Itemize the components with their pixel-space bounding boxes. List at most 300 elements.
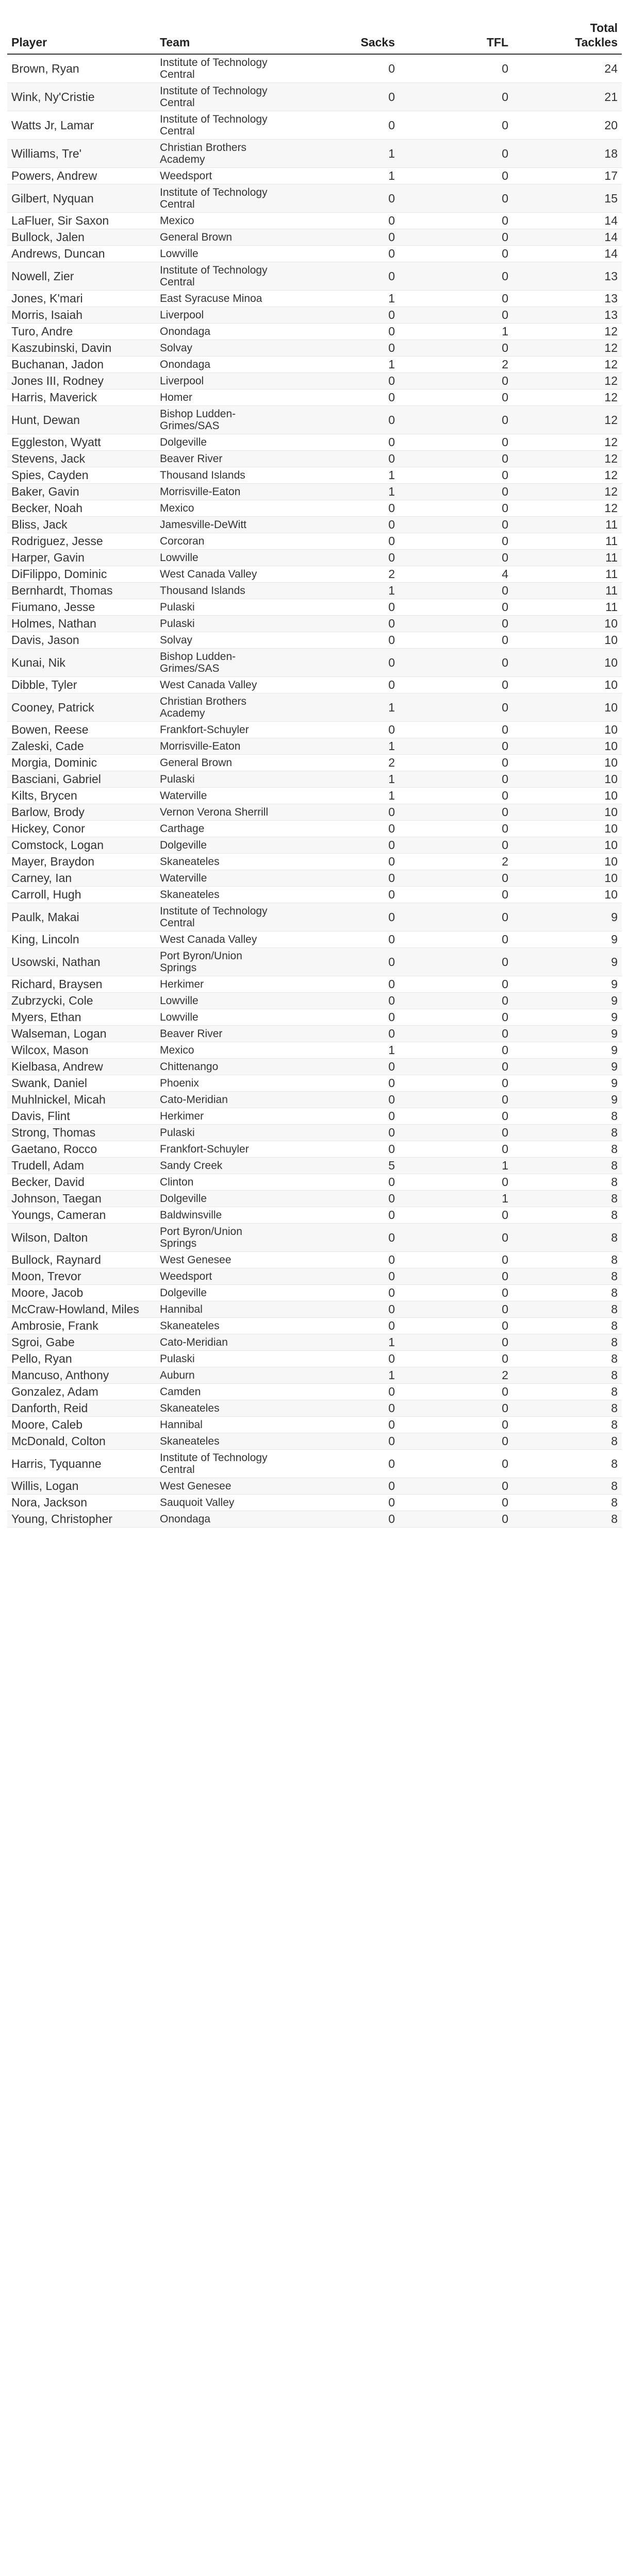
cell-player: Hickey, Conor <box>7 821 156 837</box>
header-total-tackles[interactable] <box>512 15 622 54</box>
cell-sacks: 1 <box>286 693 399 722</box>
cell-sacks: 1 <box>286 484 399 500</box>
cell-player: Rodriguez, Jesse <box>7 533 156 550</box>
cell-player: Carroll, Hugh <box>7 887 156 903</box>
table-row <box>7 373 622 389</box>
table-row <box>7 451 622 467</box>
cell-player: Eggleston, Wyatt <box>7 434 156 451</box>
cell-team: Liverpool <box>156 373 286 389</box>
cell-tfl: 0 <box>399 1417 512 1433</box>
cell-sacks: 0 <box>286 111 399 140</box>
cell-tfl: 0 <box>399 771 512 788</box>
cell-tfl: 0 <box>399 1478 512 1495</box>
table-row <box>7 1318 622 1334</box>
table-row <box>7 1191 622 1207</box>
cell-total-tackles: 8 <box>512 1224 622 1252</box>
cell-player: Zaleski, Cade <box>7 738 156 755</box>
cell-team: Hannibal <box>156 1417 286 1433</box>
cell-tfl: 0 <box>399 632 512 649</box>
cell-team: Bishop Ludden-Grimes/SAS <box>156 649 286 677</box>
cell-total-tackles: 20 <box>512 111 622 140</box>
cell-player: Gonzalez, Adam <box>7 1384 156 1400</box>
cell-sacks: 0 <box>286 1141 399 1158</box>
cell-player: Basciani, Gabriel <box>7 771 156 788</box>
cell-team: Skaneateles <box>156 854 286 870</box>
cell-team: Lowville <box>156 550 286 566</box>
cell-sacks: 0 <box>286 262 399 291</box>
cell-team: Skaneateles <box>156 1318 286 1334</box>
cell-tfl: 0 <box>399 1384 512 1400</box>
cell-tfl: 0 <box>399 1075 512 1092</box>
cell-tfl: 0 <box>399 451 512 467</box>
cell-player: Paulk, Makai <box>7 903 156 931</box>
table-row <box>7 213 622 229</box>
cell-tfl: 0 <box>399 649 512 677</box>
cell-player: Comstock, Logan <box>7 837 156 854</box>
cell-player: Holmes, Nathan <box>7 616 156 632</box>
cell-player: Morris, Isaiah <box>7 307 156 324</box>
cell-player: Harris, Tyquanne <box>7 1450 156 1478</box>
cell-tfl: 0 <box>399 1026 512 1042</box>
table-row <box>7 229 622 246</box>
cell-sacks: 0 <box>286 948 399 976</box>
cell-player: Wink, Ny'Cristie <box>7 83 156 111</box>
cell-total-tackles: 8 <box>512 1367 622 1384</box>
cell-sacks: 1 <box>286 738 399 755</box>
table-row <box>7 993 622 1009</box>
cell-player: Wilson, Dalton <box>7 1224 156 1252</box>
cell-player: LaFluer, Sir Saxon <box>7 213 156 229</box>
cell-tfl: 0 <box>399 1009 512 1026</box>
cell-total-tackles: 12 <box>512 451 622 467</box>
cell-total-tackles: 9 <box>512 1075 622 1092</box>
cell-total-tackles: 9 <box>512 1042 622 1059</box>
cell-player: Young, Christopher <box>7 1511 156 1528</box>
header-player[interactable]: Player <box>7 15 156 54</box>
cell-tfl: 0 <box>399 307 512 324</box>
table-row <box>7 1009 622 1026</box>
cell-sacks: 1 <box>286 140 399 168</box>
header-team[interactable]: Team <box>156 15 286 54</box>
cell-tfl: 0 <box>399 262 512 291</box>
table-row <box>7 340 622 357</box>
cell-team: Mexico <box>156 500 286 517</box>
cell-team: Dolgeville <box>156 1285 286 1301</box>
cell-tfl: 0 <box>399 389 512 406</box>
cell-player: Becker, Noah <box>7 500 156 517</box>
cell-team: Port Byron/Union Springs <box>156 1224 286 1252</box>
cell-tfl: 0 <box>399 291 512 307</box>
cell-total-tackles: 10 <box>512 649 622 677</box>
cell-team: Onondaga <box>156 1511 286 1528</box>
cell-total-tackles: 13 <box>512 262 622 291</box>
cell-tfl: 0 <box>399 1511 512 1528</box>
cell-tfl: 0 <box>399 1400 512 1417</box>
cell-total-tackles: 10 <box>512 821 622 837</box>
cell-tfl: 0 <box>399 821 512 837</box>
table-row <box>7 262 622 291</box>
cell-team: Onondaga <box>156 324 286 340</box>
cell-tfl: 0 <box>399 467 512 484</box>
cell-tfl: 0 <box>399 804 512 821</box>
cell-team: Pulaski <box>156 1351 286 1367</box>
table-row <box>7 550 622 566</box>
table-row <box>7 1478 622 1495</box>
cell-team: General Brown <box>156 755 286 771</box>
cell-sacks: 0 <box>286 1174 399 1191</box>
cell-sacks: 0 <box>286 1224 399 1252</box>
table-row <box>7 1268 622 1285</box>
table-row <box>7 693 622 722</box>
cell-sacks: 0 <box>286 340 399 357</box>
cell-player: Powers, Andrew <box>7 168 156 184</box>
cell-total-tackles: 10 <box>512 616 622 632</box>
table-row <box>7 1207 622 1224</box>
table-row <box>7 1417 622 1433</box>
table-row <box>7 500 622 517</box>
cell-sacks: 0 <box>286 1495 399 1511</box>
cell-total-tackles: 11 <box>512 550 622 566</box>
cell-sacks: 0 <box>286 83 399 111</box>
cell-team: Waterville <box>156 870 286 887</box>
cell-team: Morrisville-Eaton <box>156 738 286 755</box>
cell-team: Sandy Creek <box>156 1158 286 1174</box>
cell-tfl: 0 <box>399 1433 512 1450</box>
cell-tfl: 0 <box>399 931 512 948</box>
table-row <box>7 83 622 111</box>
cell-team: Institute of Technology Central <box>156 903 286 931</box>
cell-tfl: 0 <box>399 1042 512 1059</box>
cell-total-tackles: 12 <box>512 357 622 373</box>
cell-player: Kilts, Brycen <box>7 788 156 804</box>
cell-tfl: 0 <box>399 533 512 550</box>
table-row <box>7 583 622 599</box>
cell-total-tackles: 10 <box>512 870 622 887</box>
cell-tfl: 0 <box>399 184 512 213</box>
cell-team: Dolgeville <box>156 1191 286 1207</box>
cell-tfl: 0 <box>399 373 512 389</box>
cell-player: Bernhardt, Thomas <box>7 583 156 599</box>
cell-total-tackles: 9 <box>512 903 622 931</box>
cell-player: Bliss, Jack <box>7 517 156 533</box>
cell-sacks: 0 <box>286 616 399 632</box>
cell-sacks: 0 <box>286 307 399 324</box>
cell-sacks: 0 <box>286 837 399 854</box>
cell-sacks: 0 <box>286 1108 399 1125</box>
cell-team: Pulaski <box>156 599 286 616</box>
cell-sacks: 1 <box>286 291 399 307</box>
cell-player: Harper, Gavin <box>7 550 156 566</box>
cell-team: Beaver River <box>156 1026 286 1042</box>
table-row <box>7 1351 622 1367</box>
cell-team: Onondaga <box>156 357 286 373</box>
table-row <box>7 1301 622 1318</box>
cell-tfl: 1 <box>399 1191 512 1207</box>
cell-team: Dolgeville <box>156 434 286 451</box>
cell-tfl: 0 <box>399 550 512 566</box>
cell-total-tackles: 12 <box>512 340 622 357</box>
cell-tfl: 4 <box>399 566 512 583</box>
cell-team: Frankfort-Schuyler <box>156 722 286 738</box>
cell-sacks: 0 <box>286 229 399 246</box>
cell-team: Mexico <box>156 213 286 229</box>
cell-sacks: 0 <box>286 1075 399 1092</box>
cell-sacks: 0 <box>286 677 399 693</box>
cell-player: Turo, Andre <box>7 324 156 340</box>
cell-player: Moore, Jacob <box>7 1285 156 1301</box>
cell-team: Liverpool <box>156 307 286 324</box>
cell-team: Weedsport <box>156 168 286 184</box>
cell-total-tackles: 12 <box>512 406 622 434</box>
cell-team: Hannibal <box>156 1301 286 1318</box>
cell-sacks: 0 <box>286 821 399 837</box>
cell-player: Wilcox, Mason <box>7 1042 156 1059</box>
cell-total-tackles: 12 <box>512 467 622 484</box>
cell-team: Thousand Islands <box>156 583 286 599</box>
cell-player: Willis, Logan <box>7 1478 156 1495</box>
table-row <box>7 357 622 373</box>
cell-sacks: 0 <box>286 887 399 903</box>
cell-sacks: 0 <box>286 1059 399 1075</box>
cell-sacks: 0 <box>286 1450 399 1478</box>
cell-total-tackles: 21 <box>512 83 622 111</box>
table-row <box>7 1450 622 1478</box>
cell-sacks: 0 <box>286 451 399 467</box>
cell-player: Stevens, Jack <box>7 451 156 467</box>
cell-total-tackles: 10 <box>512 755 622 771</box>
table-row <box>7 1367 622 1384</box>
cell-total-tackles: 8 <box>512 1400 622 1417</box>
cell-total-tackles: 9 <box>512 1026 622 1042</box>
cell-total-tackles: 11 <box>512 583 622 599</box>
cell-tfl: 0 <box>399 1108 512 1125</box>
cell-total-tackles: 8 <box>512 1318 622 1334</box>
cell-total-tackles: 12 <box>512 500 622 517</box>
cell-sacks: 0 <box>286 1478 399 1495</box>
table-row <box>7 533 622 550</box>
table-row <box>7 1384 622 1400</box>
table-row <box>7 1334 622 1351</box>
cell-player: Strong, Thomas <box>7 1125 156 1141</box>
cell-sacks: 0 <box>286 406 399 434</box>
table-row <box>7 1092 622 1108</box>
cell-sacks: 0 <box>286 649 399 677</box>
cell-total-tackles: 8 <box>512 1351 622 1367</box>
table-row <box>7 1075 622 1092</box>
cell-tfl: 0 <box>399 500 512 517</box>
table-row <box>7 467 622 484</box>
cell-total-tackles: 10 <box>512 738 622 755</box>
cell-sacks: 1 <box>286 168 399 184</box>
cell-team: Thousand Islands <box>156 467 286 484</box>
cell-tfl: 0 <box>399 583 512 599</box>
cell-team: West Canada Valley <box>156 677 286 693</box>
cell-total-tackles: 8 <box>512 1417 622 1433</box>
cell-tfl: 0 <box>399 755 512 771</box>
cell-tfl: 0 <box>399 140 512 168</box>
cell-sacks: 1 <box>286 1367 399 1384</box>
cell-sacks: 0 <box>286 804 399 821</box>
cell-sacks: 0 <box>286 1252 399 1268</box>
cell-tfl: 2 <box>399 854 512 870</box>
cell-team: Skaneateles <box>156 887 286 903</box>
cell-total-tackles: 8 <box>512 1495 622 1511</box>
cell-team: Phoenix <box>156 1075 286 1092</box>
cell-player: Walseman, Logan <box>7 1026 156 1042</box>
cell-team: Skaneateles <box>156 1400 286 1417</box>
cell-sacks: 0 <box>286 213 399 229</box>
cell-player: Watts Jr, Lamar <box>7 111 156 140</box>
cell-player: Carney, Ian <box>7 870 156 887</box>
cell-player: Nowell, Zier <box>7 262 156 291</box>
cell-tfl: 0 <box>399 1224 512 1252</box>
cell-player: Hunt, Dewan <box>7 406 156 434</box>
cell-tfl: 0 <box>399 788 512 804</box>
table-row <box>7 1224 622 1252</box>
header-sacks[interactable]: Sacks <box>286 15 399 54</box>
cell-tfl: 0 <box>399 976 512 993</box>
cell-total-tackles: 10 <box>512 887 622 903</box>
cell-team: Frankfort-Schuyler <box>156 1141 286 1158</box>
table-row <box>7 755 622 771</box>
cell-player: Gaetano, Rocco <box>7 1141 156 1158</box>
cell-player: Cooney, Patrick <box>7 693 156 722</box>
cell-sacks: 0 <box>286 550 399 566</box>
cell-sacks: 0 <box>286 1301 399 1318</box>
cell-player: Mayer, Braydon <box>7 854 156 870</box>
table-row <box>7 948 622 976</box>
cell-total-tackles: 9 <box>512 948 622 976</box>
cell-player: Jones, K'mari <box>7 291 156 307</box>
cell-total-tackles: 10 <box>512 837 622 854</box>
cell-total-tackles: 8 <box>512 1384 622 1400</box>
cell-sacks: 0 <box>286 373 399 389</box>
cell-tfl: 0 <box>399 948 512 976</box>
cell-team: Institute of Technology Central <box>156 54 286 83</box>
table-row <box>7 854 622 870</box>
cell-sacks: 0 <box>286 632 399 649</box>
cell-total-tackles: 8 <box>512 1285 622 1301</box>
cell-total-tackles: 8 <box>512 1433 622 1450</box>
cell-player: Trudell, Adam <box>7 1158 156 1174</box>
table-body <box>7 54 622 1528</box>
cell-player: Fiumano, Jesse <box>7 599 156 616</box>
cell-total-tackles: 14 <box>512 213 622 229</box>
cell-team: Weedsport <box>156 1268 286 1285</box>
table-row <box>7 804 622 821</box>
header-tfl[interactable]: TFL <box>399 15 512 54</box>
cell-total-tackles: 15 <box>512 184 622 213</box>
cell-tfl: 0 <box>399 246 512 262</box>
cell-player: Moore, Caleb <box>7 1417 156 1433</box>
cell-player: Bullock, Jalen <box>7 229 156 246</box>
cell-tfl: 0 <box>399 1252 512 1268</box>
cell-total-tackles: 9 <box>512 1092 622 1108</box>
cell-total-tackles: 11 <box>512 599 622 616</box>
cell-team: Auburn <box>156 1367 286 1384</box>
cell-total-tackles: 8 <box>512 1252 622 1268</box>
cell-tfl: 0 <box>399 434 512 451</box>
table-row <box>7 722 622 738</box>
table-row <box>7 738 622 755</box>
cell-sacks: 0 <box>286 533 399 550</box>
table-row <box>7 931 622 948</box>
cell-tfl: 0 <box>399 887 512 903</box>
table-row <box>7 870 622 887</box>
cell-total-tackles: 12 <box>512 484 622 500</box>
cell-tfl: 0 <box>399 693 512 722</box>
cell-tfl: 0 <box>399 993 512 1009</box>
cell-team: Institute of Technology Central <box>156 83 286 111</box>
cell-sacks: 0 <box>286 517 399 533</box>
cell-player: Barlow, Brody <box>7 804 156 821</box>
cell-total-tackles: 10 <box>512 722 622 738</box>
cell-sacks: 0 <box>286 1268 399 1285</box>
table-row <box>7 168 622 184</box>
cell-player: Richard, Braysen <box>7 976 156 993</box>
table-row <box>7 1400 622 1417</box>
cell-tfl: 0 <box>399 54 512 83</box>
cell-total-tackles: 11 <box>512 517 622 533</box>
cell-tfl: 0 <box>399 870 512 887</box>
table-row <box>7 1285 622 1301</box>
cell-player: Ambrosie, Frank <box>7 1318 156 1334</box>
table-row <box>7 517 622 533</box>
cell-team: Cato-Meridian <box>156 1092 286 1108</box>
cell-total-tackles: 10 <box>512 804 622 821</box>
cell-sacks: 0 <box>286 1384 399 1400</box>
cell-player: Danforth, Reid <box>7 1400 156 1417</box>
table-row <box>7 1059 622 1075</box>
cell-team: Chittenango <box>156 1059 286 1075</box>
cell-team: Skaneateles <box>156 1433 286 1450</box>
cell-total-tackles: 9 <box>512 1009 622 1026</box>
cell-sacks: 0 <box>286 976 399 993</box>
cell-team: Pulaski <box>156 616 286 632</box>
cell-team: Lowville <box>156 1009 286 1026</box>
table-row <box>7 184 622 213</box>
cell-total-tackles: 24 <box>512 54 622 83</box>
cell-sacks: 1 <box>286 357 399 373</box>
cell-team: West Canada Valley <box>156 931 286 948</box>
cell-tfl: 0 <box>399 1285 512 1301</box>
cell-team: Waterville <box>156 788 286 804</box>
cell-sacks: 1 <box>286 771 399 788</box>
cell-tfl: 0 <box>399 599 512 616</box>
cell-team: Christian Brothers Academy <box>156 693 286 722</box>
cell-tfl: 0 <box>399 1125 512 1141</box>
table-row <box>7 389 622 406</box>
cell-team: Christian Brothers Academy <box>156 140 286 168</box>
cell-sacks: 0 <box>286 1417 399 1433</box>
cell-player: Andrews, Duncan <box>7 246 156 262</box>
cell-team: West Genesee <box>156 1478 286 1495</box>
cell-tfl: 0 <box>399 229 512 246</box>
cell-player: Youngs, Cameran <box>7 1207 156 1224</box>
cell-player: Pello, Ryan <box>7 1351 156 1367</box>
table-row <box>7 324 622 340</box>
cell-sacks: 1 <box>286 788 399 804</box>
table-row <box>7 788 622 804</box>
cell-sacks: 1 <box>286 1334 399 1351</box>
cell-sacks: 0 <box>286 1433 399 1450</box>
cell-player: Brown, Ryan <box>7 54 156 83</box>
cell-team: East Syracuse Minoa <box>156 291 286 307</box>
cell-total-tackles: 8 <box>512 1301 622 1318</box>
stats-table <box>7 15 622 1528</box>
cell-player: Williams, Tre' <box>7 140 156 168</box>
cell-sacks: 0 <box>286 1026 399 1042</box>
